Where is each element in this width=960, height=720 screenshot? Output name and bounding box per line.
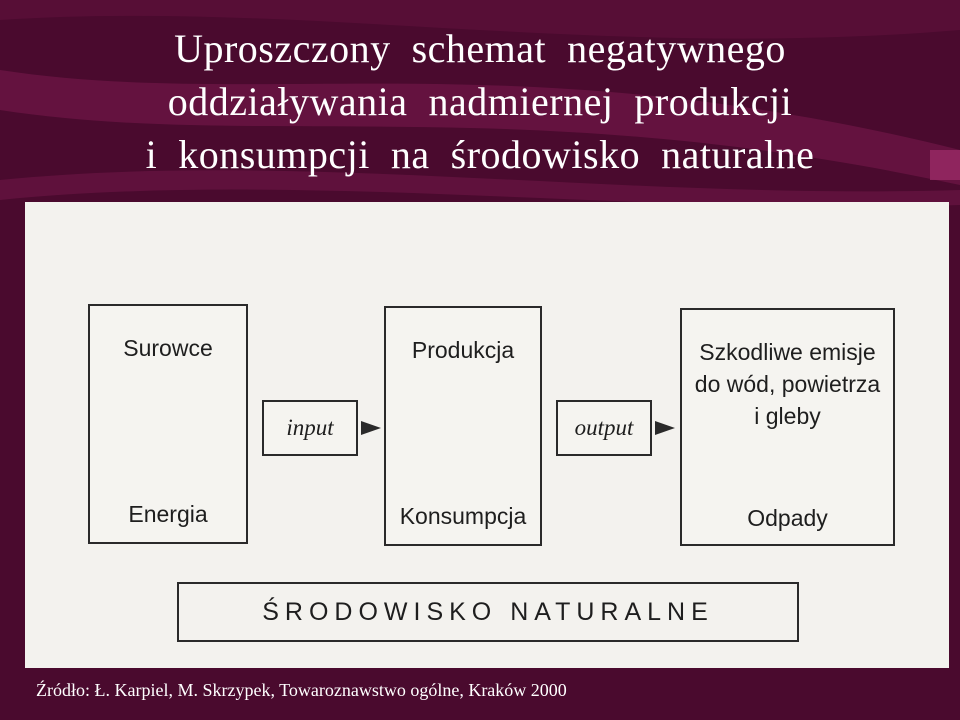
environment-label: ŚRODOWISKO NATURALNE	[262, 598, 714, 626]
label-emissions-line-2: do wód, powietrza	[694, 371, 881, 397]
connector-input-label: input	[286, 415, 334, 440]
label-odpady: Odpady	[747, 505, 828, 531]
label-surowce: Surowce	[123, 335, 213, 361]
label-produkcja: Produkcja	[411, 337, 515, 363]
connector-output-label: output	[574, 415, 634, 440]
slide-title	[0, 22, 960, 181]
label-emissions-line-1: Szkodliwe emisje	[699, 339, 876, 365]
arrow-output-icon	[655, 421, 675, 435]
box-production	[384, 306, 542, 546]
arrow-input-icon	[361, 421, 381, 435]
title-line-1: Uproszczony schemat negatywnego	[174, 26, 786, 71]
diagram-panel	[25, 202, 949, 668]
source-citation: Źródło: Ł. Karpiel, M. Skrzypek, Towaroznawstwo ogólne, Kraków 2000	[36, 680, 567, 700]
title-line-2: oddziaływania nadmiernej produkcji	[167, 79, 793, 124]
box-emissions	[680, 308, 895, 546]
label-emissions-line-3: i gleby	[754, 403, 821, 429]
connector-output	[556, 400, 652, 456]
label-energia: Energia	[128, 501, 208, 527]
environment-bar	[177, 582, 799, 642]
box-resources	[88, 304, 248, 544]
label-konsumpcja: Konsumpcja	[399, 503, 527, 529]
connector-input	[262, 400, 358, 456]
title-line-3: i konsumpcji na środowisko naturalne	[145, 132, 815, 177]
